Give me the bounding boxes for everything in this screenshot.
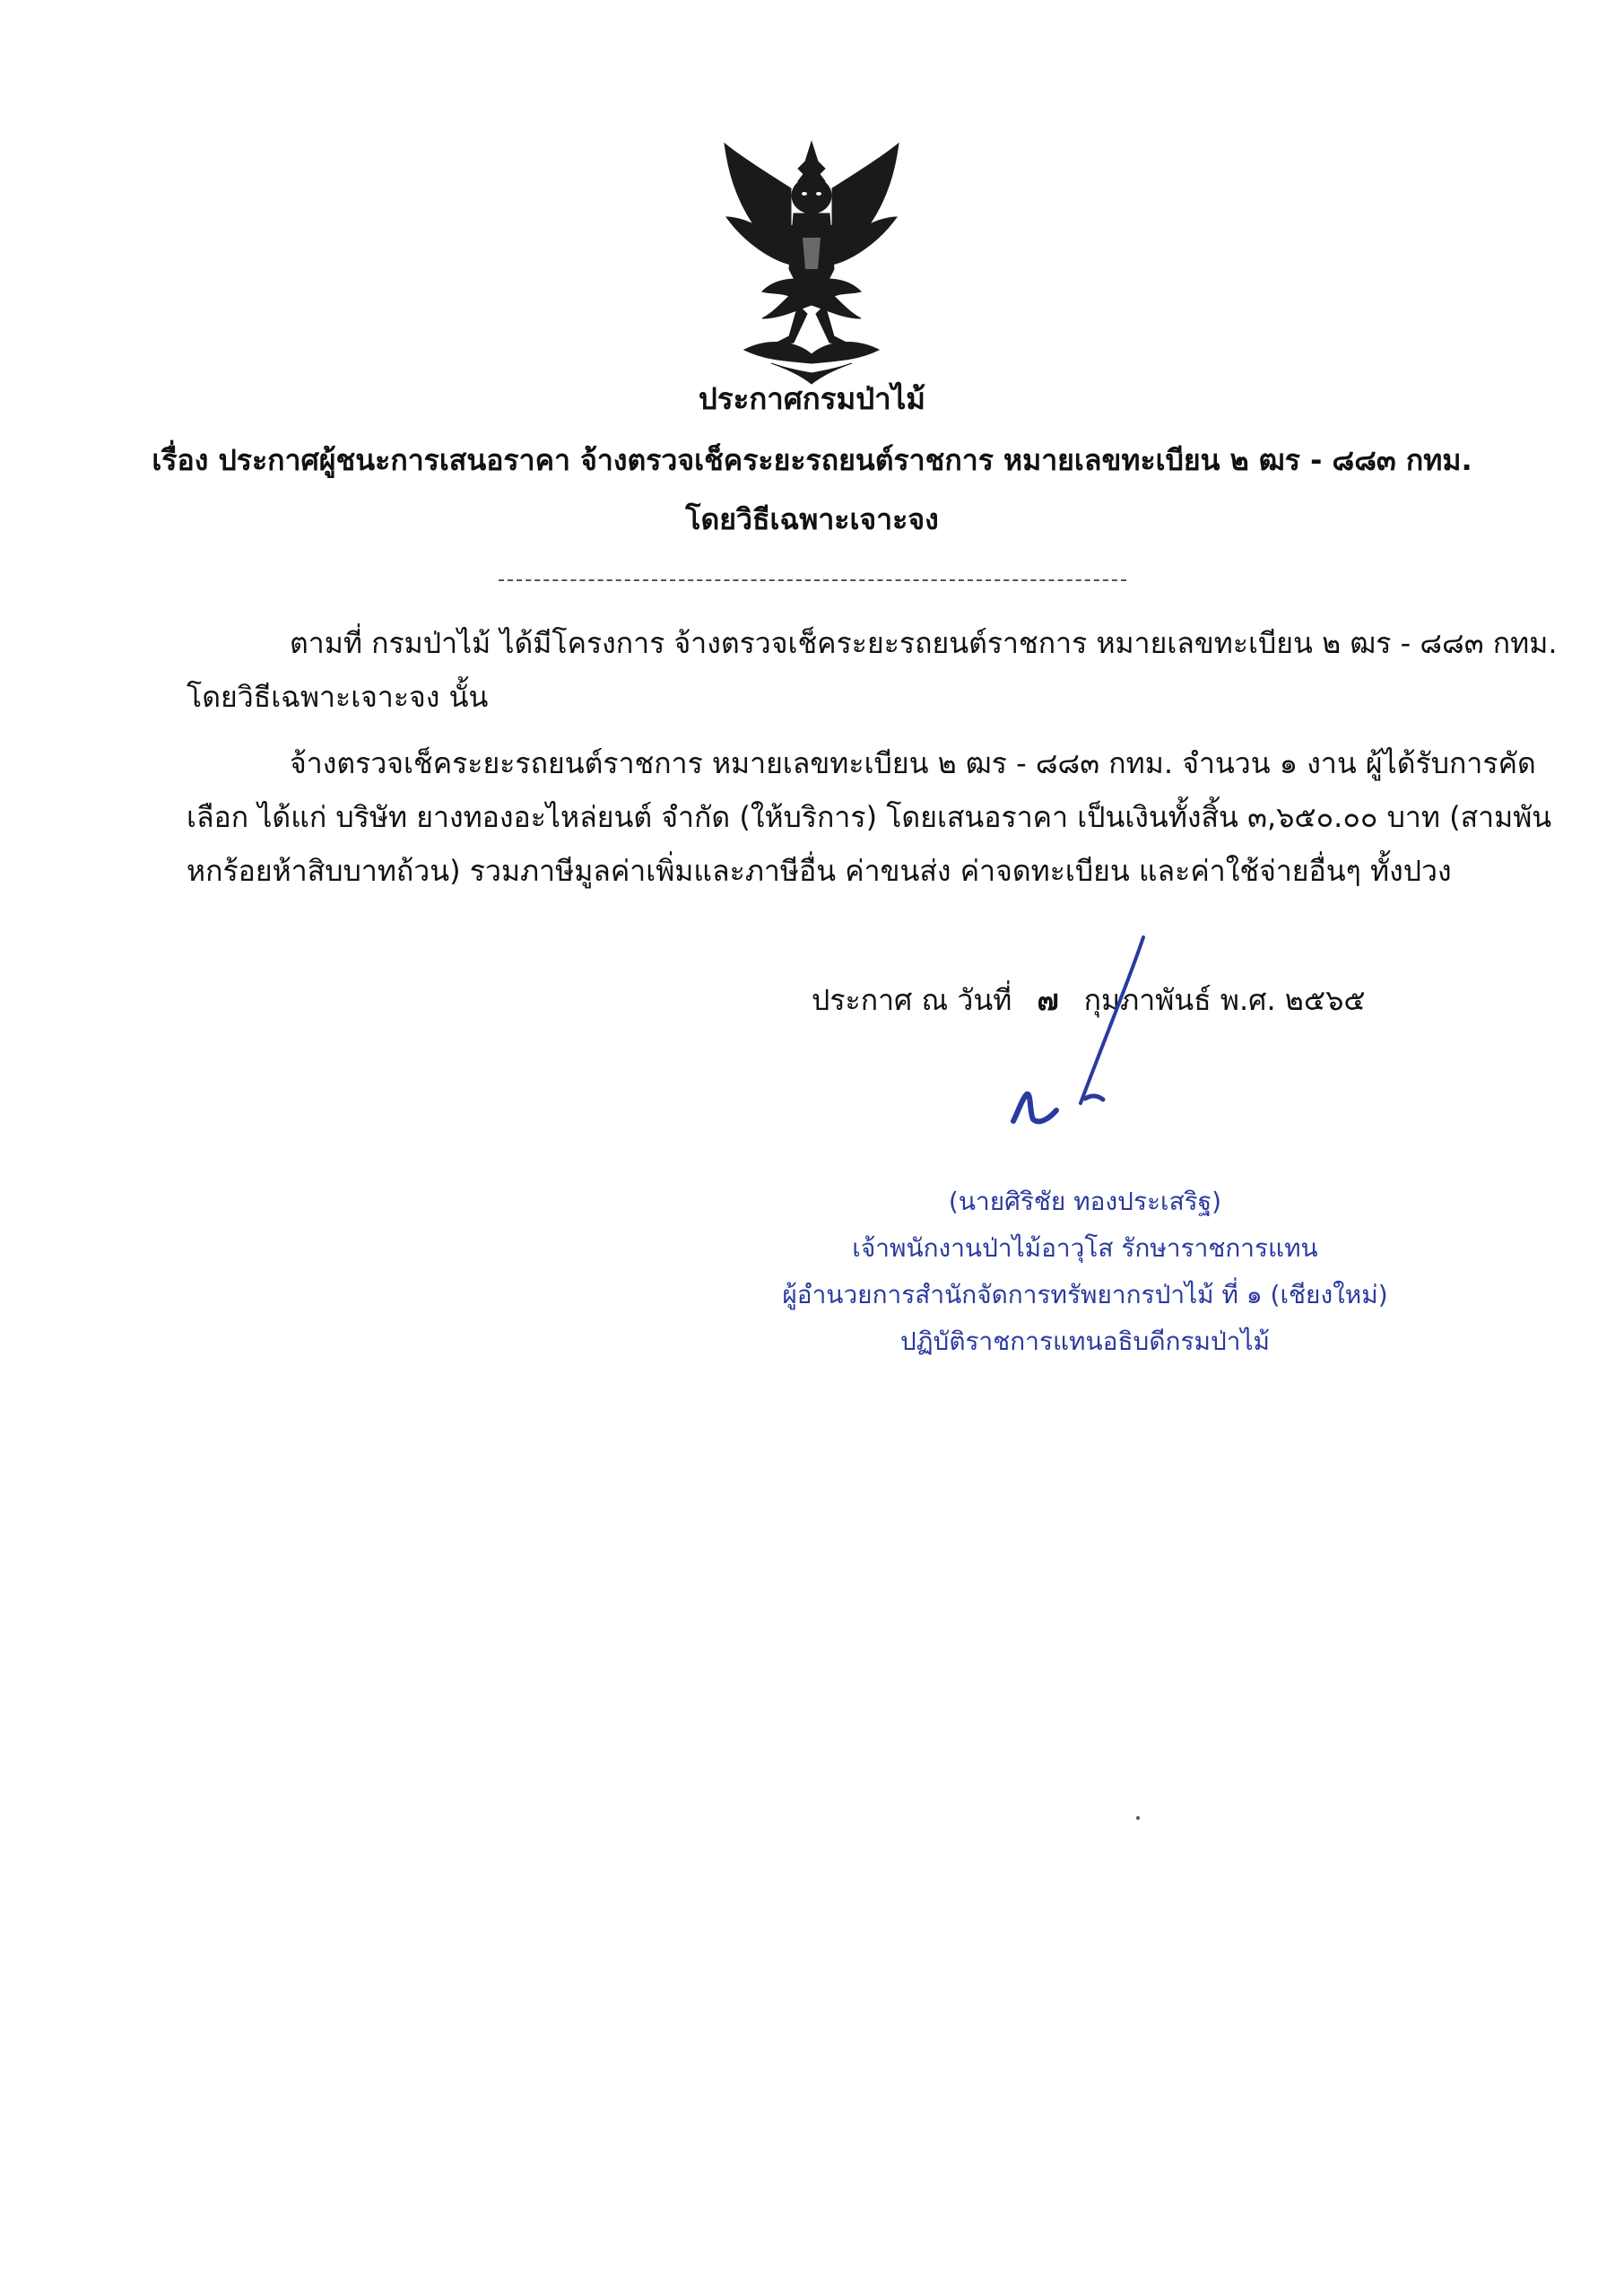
handwritten-signature-icon (995, 933, 1211, 1139)
garuda-emblem-icon (708, 135, 915, 386)
signatory-position-1: เจ้าพนักงานป่าไม้อาวุโส รักษาราชการแทน (852, 1233, 1318, 1263)
date-prefix: ประกาศ ณ วันที่ (812, 983, 1012, 1017)
paragraph-1-line-2: โดยวิธีเฉพาะเจาะจง นั้น (187, 680, 489, 714)
date-month-year: กุมภาพันธ์ พ.ศ. ๒๕๖๕ (1083, 983, 1366, 1017)
date-day: ๗ (1037, 983, 1059, 1017)
subject-line-1: เรื่อง ประกาศผู้ชนะการเสนอราคา จ้างตรวจเช็คระยะรถยนต์ราชการ หมายเลขทะเบียน ๒ ฒร - ๘๘๓ กทม. (152, 443, 1472, 477)
signatory-position-2: ผู้อำนวยการสำนักจัดการทรัพยากรป่าไม้ ที่ ๑ (เชียงใหม่) (782, 1280, 1388, 1309)
announcement-title: ประกาศกรมป่าไม้ (698, 381, 926, 416)
paragraph-2-line-3: หกร้อยห้าสิบบาทถ้วน) รวมภาษีมูลค่าเพิ่มและภาษีอื่น ค่าขนส่ง ค่าจดทะเบียน และค่าใช้จ่ายอื่นๆ ทั้งปวง (187, 854, 1452, 888)
signatory-name: (นายศิริชัย ทองประเสริฐ) (948, 1187, 1222, 1216)
paragraph-2-line-1: จ้างตรวจเช็คระยะรถยนต์ราชการ หมายเลขทะเบียน ๒ ฒร - ๘๘๓ กทม. จำนวน ๑ งาน ผู้ได้รับการคัด (290, 746, 1536, 780)
scan-speck (1136, 1816, 1140, 1820)
separator-line (499, 579, 1126, 581)
signatory-position-3: ปฏิบัติราชการแทนอธิบดีกรมป่าไม้ (899, 1326, 1270, 1356)
paragraph-2-line-2: เลือก ได้แก่ บริษัท ยางทองอะไหล่ยนต์ จำกัด (ให้บริการ) โดยเสนอราคา เป็นเงินทั้งสิ้น ๓,๖๕๐.๐๐ บาท (สามพัน (187, 800, 1552, 834)
subject-line-2: โดยวิธีเฉพาะเจาะจง (685, 502, 939, 536)
paragraph-1-line-1: ตามที่ กรมป่าไม้ ได้มีโครงการ จ้างตรวจเช็คระยะรถยนต์ราชการ หมายเลขทะเบียน ๒ ฒร - ๘๘๓ กทม. (290, 626, 1558, 660)
